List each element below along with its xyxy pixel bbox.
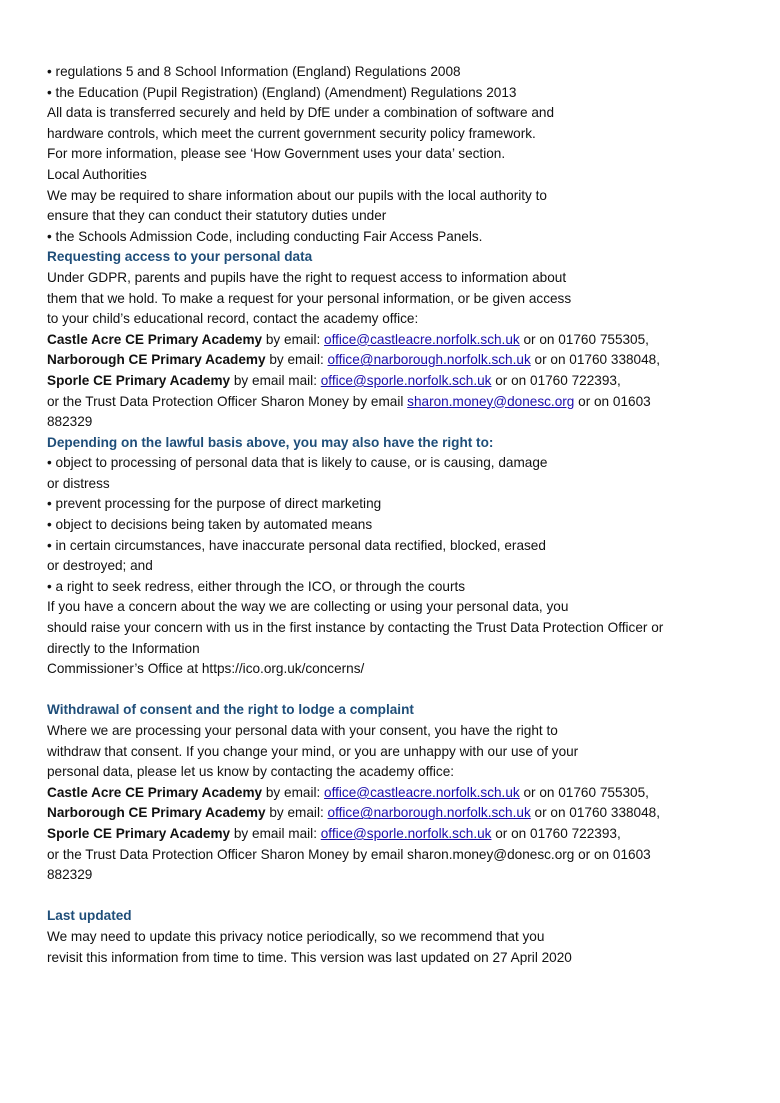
contact-dpo: or the Trust Data Protection Officer Sharon Money by email sharon.money@donesc.org or on 01603	[47, 846, 651, 862]
rights-line: • in certain circumstances, have inaccurate personal data rectified, blocked, erased	[47, 537, 546, 553]
contact-narborough	[47, 350, 747, 371]
withdrawal-heading: Withdrawal of consent and the right to lodge a complaint	[47, 702, 414, 718]
dpo-pre: or the Trust Data Protection Officer Sharon Money by email	[47, 393, 408, 409]
section-spacer	[47, 680, 747, 701]
contact-sporle	[47, 371, 747, 392]
rights-line: directly to the Information	[47, 640, 200, 656]
academy-name: Narborough CE Primary Academy	[47, 805, 266, 821]
withdrawal-line: personal data, please let us know by contacting the academy office:	[47, 764, 455, 780]
local-authorities-line: We may be required to share information about our pupils with the local authority to	[47, 187, 547, 203]
contact-castle-acre	[47, 330, 747, 351]
bullet-regulations-2008: • regulations 5 and 8 School Information (England) Regulations 2008	[47, 64, 461, 79]
academy-name: Sporle CE Primary Academy	[47, 372, 231, 388]
local-authorities-line: ensure that they can conduct their statutory duties under	[47, 208, 387, 224]
requesting-line: them that we hold. To make a request for your personal information, or be given access	[47, 290, 572, 306]
academy-name: Castle Acre CE Primary Academy	[47, 331, 263, 347]
contact-sporle	[47, 824, 747, 845]
rights-line: If you have a concern about the way we are collecting or using your personal data, you	[47, 599, 569, 615]
rights-line: • prevent processing for the purpose of direct marketing	[47, 496, 382, 512]
narborough-email-link[interactable]: office@narborough.norfolk.sch.uk	[327, 805, 531, 821]
dpo-phone: or on 01603	[574, 393, 651, 409]
contact-phone: or on 01760 755305,	[519, 331, 649, 347]
requesting-line: to your child’s educational record, contact the academy office:	[47, 311, 419, 327]
requesting-access-heading: Requesting access to your personal data	[47, 249, 313, 265]
requesting-line: Under GDPR, parents and pupils have the right to request access to information about	[47, 269, 567, 285]
contact-phone: or on 01760 722393,	[491, 825, 621, 841]
dpo-phone-continued: 882329	[47, 867, 93, 883]
contact-phone: or on 01760 755305,	[519, 784, 649, 800]
castle-acre-email-link[interactable]: office@castleacre.norfolk.sch.uk	[324, 784, 520, 800]
rights-line: or distress	[47, 475, 110, 491]
contact-phone: or on 01760 722393,	[491, 372, 621, 388]
contact-pre: by email:	[265, 805, 328, 821]
academy-name: Castle Acre CE Primary Academy	[47, 784, 263, 800]
dfe-paragraph-line: hardware controls, which meet the current government security policy framework.	[47, 125, 536, 141]
bullet-regulations-2013: • the Education (Pupil Registration) (England) (Amendment) Regulations 2013	[47, 84, 517, 100]
dpo-phone-continued: 882329	[47, 414, 93, 430]
rights-line: or destroyed; and	[47, 558, 153, 574]
local-authorities-title: Local Authorities	[47, 166, 147, 182]
dfe-paragraph-line: For more information, please see ‘How Government uses your data’ section.	[47, 146, 506, 162]
contact-pre: by email:	[262, 331, 325, 347]
rights-line: • object to processing of personal data that is likely to cause, or is causing, damage	[47, 455, 548, 471]
rights-line: • a right to seek redress, either through the ICO, or through the courts	[47, 578, 466, 594]
contact-pre: by email mail:	[230, 372, 321, 388]
academy-name: Sporle CE Primary Academy	[47, 825, 231, 841]
sporle-email-link[interactable]: office@sporle.norfolk.sch.uk	[320, 825, 492, 841]
rights-line: • object to decisions being taken by automated means	[47, 517, 373, 533]
local-authorities-line: • the Schools Admission Code, including conducting Fair Access Panels.	[47, 228, 483, 244]
contact-pre: by email:	[262, 784, 325, 800]
dfe-paragraph-line: All data is transferred securely and held by DfE under a combination of software and	[47, 105, 555, 121]
narborough-email-link[interactable]: office@narborough.norfolk.sch.uk	[327, 352, 531, 368]
contact-narborough	[47, 803, 747, 824]
privacy-notice-page	[47, 62, 747, 968]
last-updated-heading: Last updated	[47, 908, 132, 924]
contact-castle-acre	[47, 783, 747, 804]
withdrawal-line: Where we are processing your personal data with your consent, you have the right to	[47, 723, 558, 738]
academy-name: Narborough CE Primary Academy	[47, 352, 266, 368]
contact-phone: or on 01760 338048,	[530, 805, 661, 821]
castle-acre-email-link[interactable]: office@castleacre.norfolk.sch.uk	[324, 331, 520, 347]
withdrawal-line: withdraw that consent. If you change your mind, or you are unhappy with our use of your	[47, 743, 579, 759]
section-spacer	[47, 886, 747, 907]
contact-pre: by email mail:	[230, 825, 321, 841]
contact-pre: by email:	[265, 352, 328, 368]
rights-heading: Depending on the lawful basis above, you may also have the right to:	[47, 434, 494, 450]
contact-dpo	[47, 392, 747, 413]
dpo-email-link[interactable]: sharon.money@donesc.org	[407, 393, 575, 409]
rights-line: should raise your concern with us in the first instance by contacting the Trust Data Protection Officer or	[47, 620, 664, 636]
last-updated-line: revisit this information from time to time. This version was last updated on 27 April 2020	[47, 949, 572, 965]
contact-phone: or on 01760 338048,	[530, 352, 661, 368]
last-updated-line: We may need to update this privacy notice periodically, so we recommend that you	[47, 928, 545, 944]
sporle-email-link[interactable]: office@sporle.norfolk.sch.uk	[320, 372, 492, 388]
rights-line: Commissioner’s Office at https://ico.org.uk/concerns/	[47, 661, 365, 677]
